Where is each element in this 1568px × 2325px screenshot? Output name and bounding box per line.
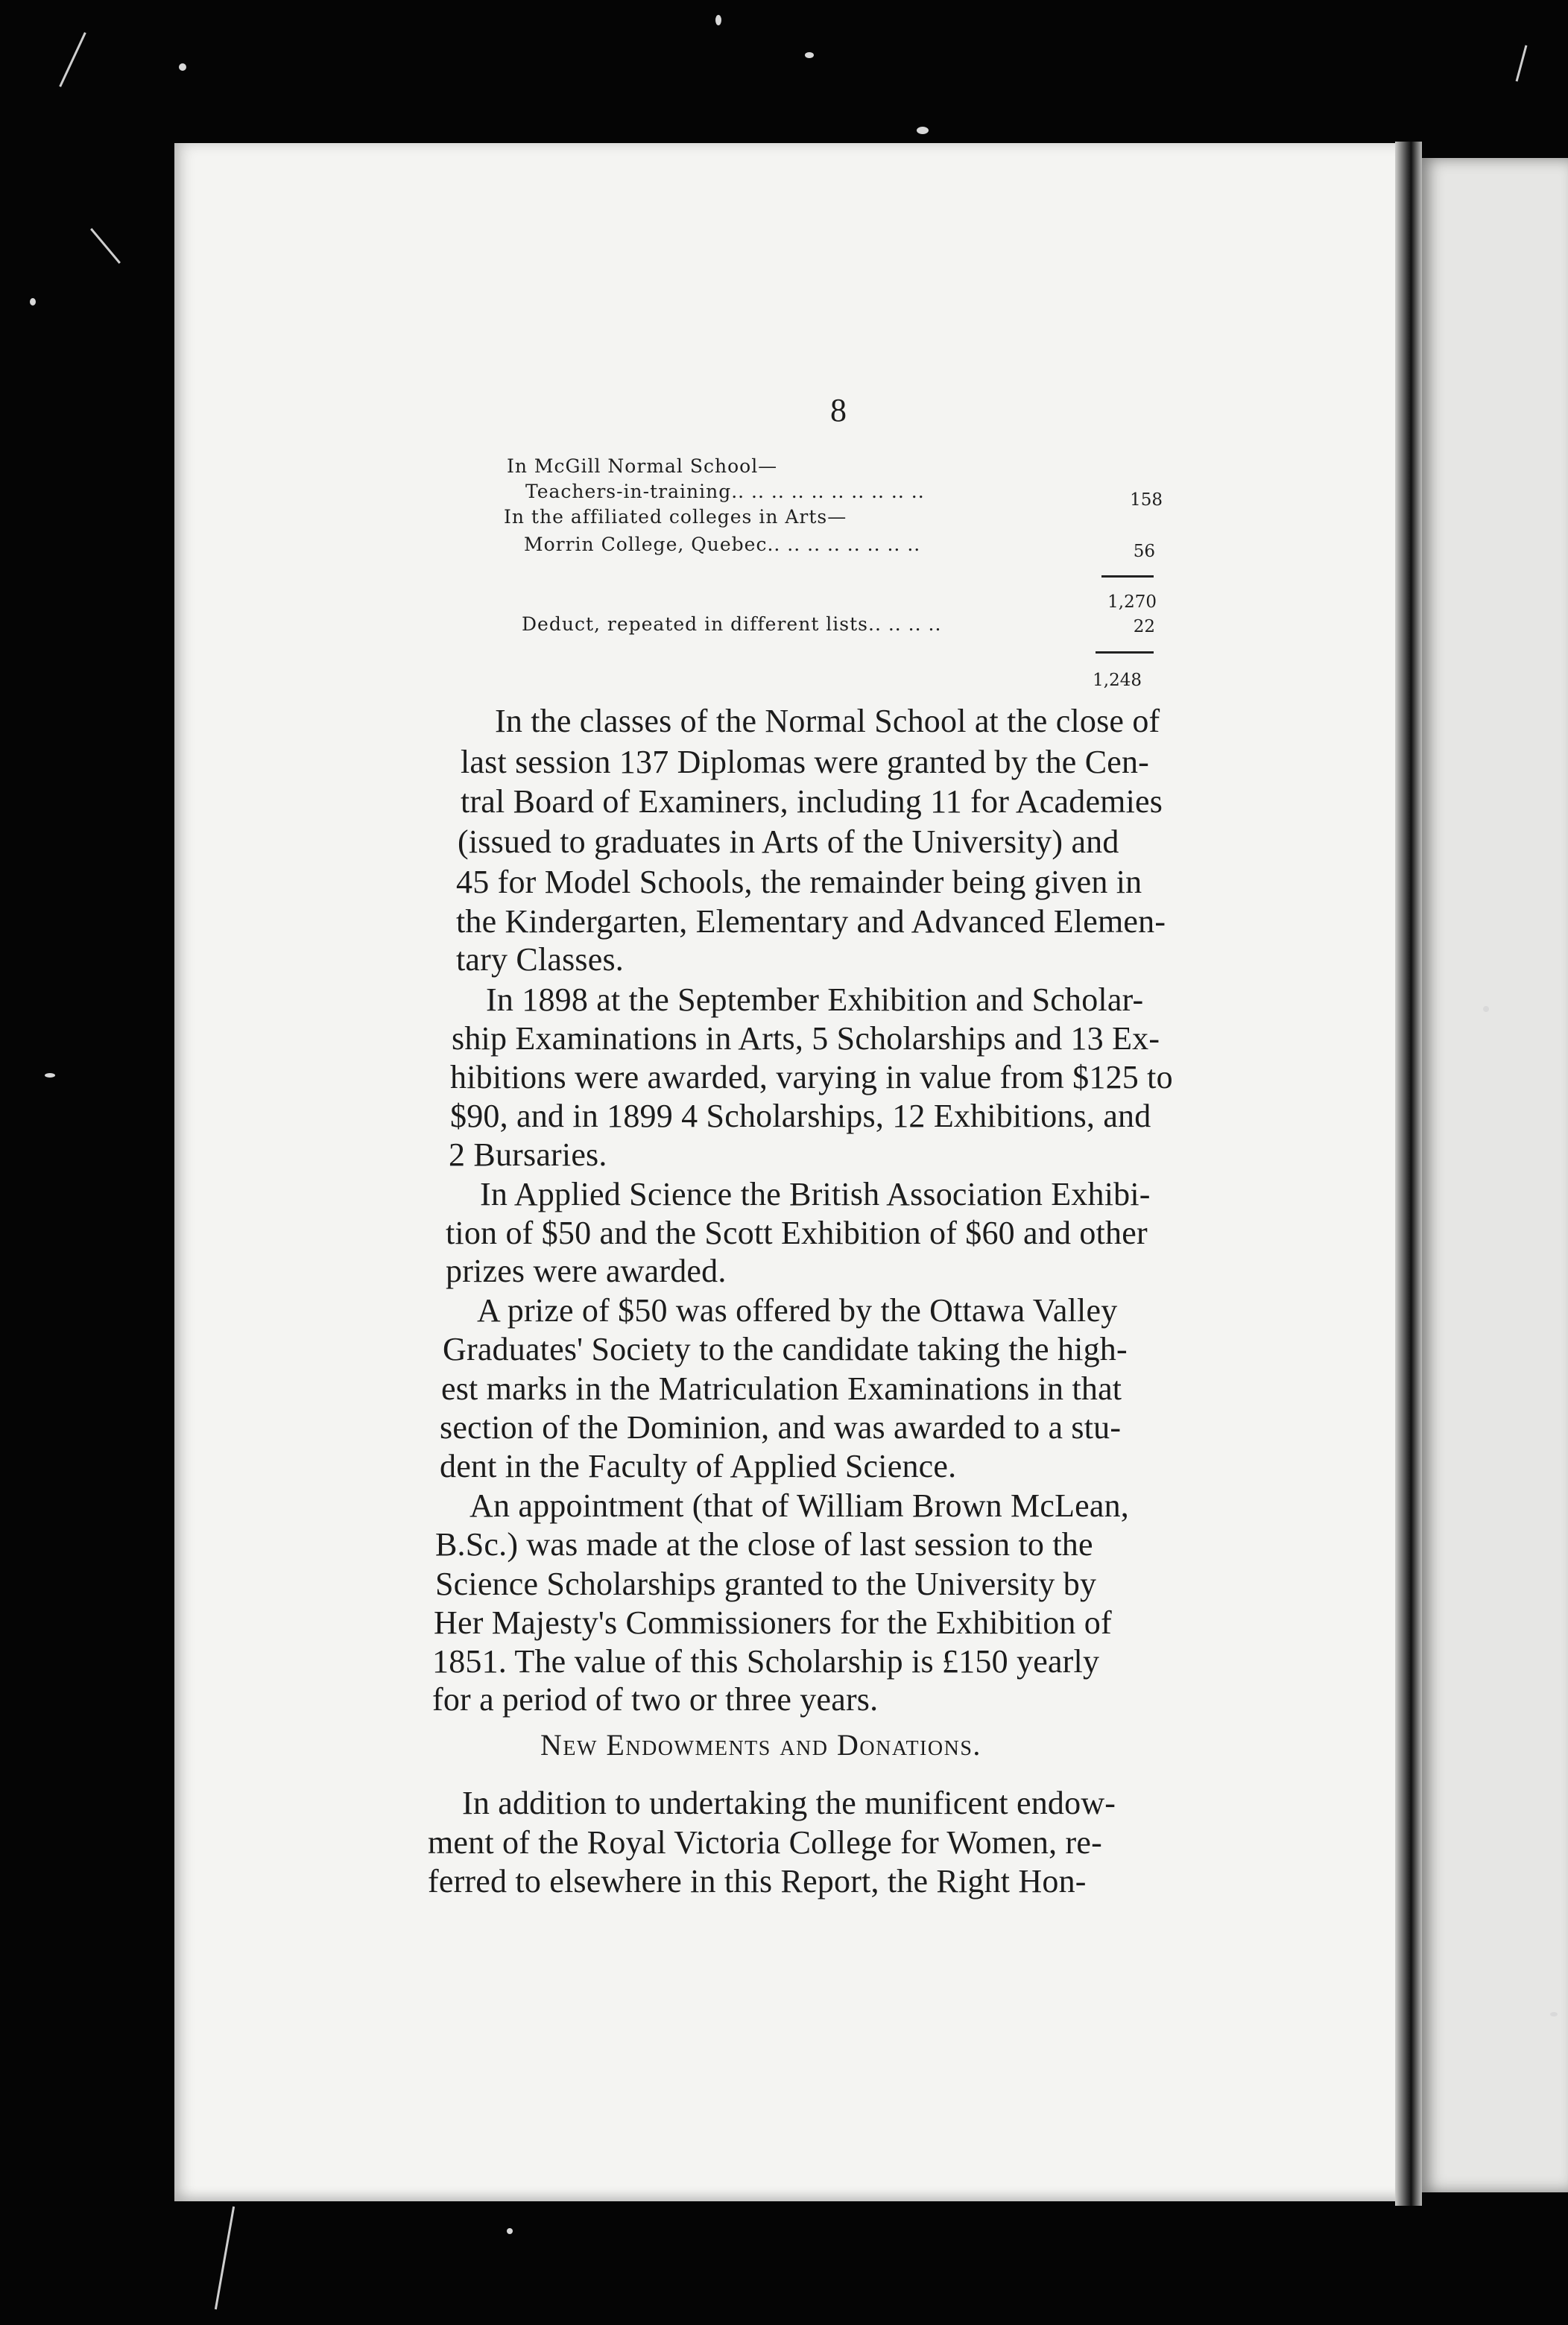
film-scratch (215, 2207, 235, 2309)
subtotal-value: 1,270 (1107, 592, 1157, 612)
text-line: for a period of two or three years. (432, 1681, 879, 1718)
table-row-value: 158 (1130, 490, 1163, 510)
section-heading: New Endowments and Donations. (540, 1728, 981, 1762)
page-number: 8 (830, 392, 847, 428)
text-line: Science Scholarships granted to the University by (435, 1566, 1097, 1602)
dust-speck (1550, 2012, 1558, 2016)
dust-speck (30, 298, 36, 306)
text-line: tral Board of Examiners, including 11 for Academies (461, 783, 1163, 820)
sum-rule (1101, 575, 1154, 578)
dust-speck (917, 127, 929, 134)
text-line: ship Examinations in Arts, 5 Scholarships and 13 Ex- (452, 1020, 1160, 1057)
text-line: last session 137 Diplomas were granted by the Cen- (461, 744, 1150, 780)
text-line: est marks in the Matriculation Examinations in that (441, 1370, 1122, 1407)
text-line: tary Classes. (456, 941, 625, 978)
text-line: tion of $50 and the Scott Exhibition of $60 and other (446, 1215, 1148, 1251)
table-row-label: In McGill Normal School— (507, 455, 778, 477)
text-line: the Kindergarten, Elementary and Advanced Elemen- (456, 903, 1166, 940)
text-line: B.Sc.) was made at the close of last session to the (435, 1526, 1093, 1563)
table-row-label: Morrin College, Quebec.. .. .. .. .. .. .. .. (524, 534, 921, 555)
dust-speck (805, 52, 814, 58)
deduction-value: 22 (1133, 617, 1155, 636)
dust-speck (1483, 1006, 1489, 1012)
page-gutter (1395, 142, 1422, 2206)
film-scratch (1516, 45, 1528, 81)
dust-speck (715, 15, 721, 25)
text-line: 2 Bursaries. (449, 1136, 607, 1173)
text-line: ment of the Royal Victoria College for Women, re- (428, 1824, 1102, 1861)
text-line: 45 for Model Schools, the remainder being given in (456, 864, 1142, 900)
adjacent-page-edge (1420, 158, 1568, 2192)
text-line: In Applied Science the British Association Exhibi- (480, 1176, 1151, 1212)
table-row-label: Deduct, repeated in different lists.. .. .. .. (522, 613, 942, 635)
dust-speck (507, 2228, 513, 2234)
text-line: In 1898 at the September Exhibition and Scholar- (486, 981, 1144, 1018)
text-line: dent in the Faculty of Applied Science. (440, 1448, 957, 1484)
dust-speck (179, 63, 186, 71)
text-line: An appointment (that of William Brown McLean, (470, 1487, 1130, 1524)
text-line: Her Majesty's Commissioners for the Exhibition of (434, 1604, 1112, 1641)
table-row-value: 56 (1133, 542, 1155, 561)
text-line: prizes were awarded. (446, 1253, 727, 1289)
table-row-label: In the affiliated colleges in Arts— (504, 506, 847, 528)
film-scratch (90, 228, 121, 264)
text-line: A prize of $50 was offered by the Ottawa Valley (477, 1292, 1118, 1329)
text-line: 1851. The value of this Scholarship is £150 yearly (432, 1643, 1100, 1680)
text-line: $90, and in 1899 4 Scholarships, 12 Exhibitions, and (450, 1098, 1151, 1134)
text-line: section of the Dominion, and was awarded to a stu- (440, 1409, 1122, 1446)
total-value: 1,248 (1093, 671, 1142, 690)
table-row-label: Teachers-in-training.. .. .. .. .. .. .. .. .. .. (525, 481, 925, 502)
text-line: ferred to elsewhere in this Report, the Right Hon- (428, 1863, 1087, 1899)
film-scratch (59, 32, 86, 87)
text-line: hibitions were awarded, varying in value from $125 to (450, 1059, 1173, 1095)
text-line: In the classes of the Normal School at the close of (495, 703, 1160, 739)
text-line: Graduates' Society to the candidate taking the high- (443, 1331, 1128, 1367)
dust-speck (45, 1073, 55, 1078)
text-line: (issued to graduates in Arts of the University) and (458, 823, 1119, 860)
sum-rule (1096, 651, 1154, 654)
text-line: In addition to undertaking the munificent endow- (462, 1785, 1116, 1821)
